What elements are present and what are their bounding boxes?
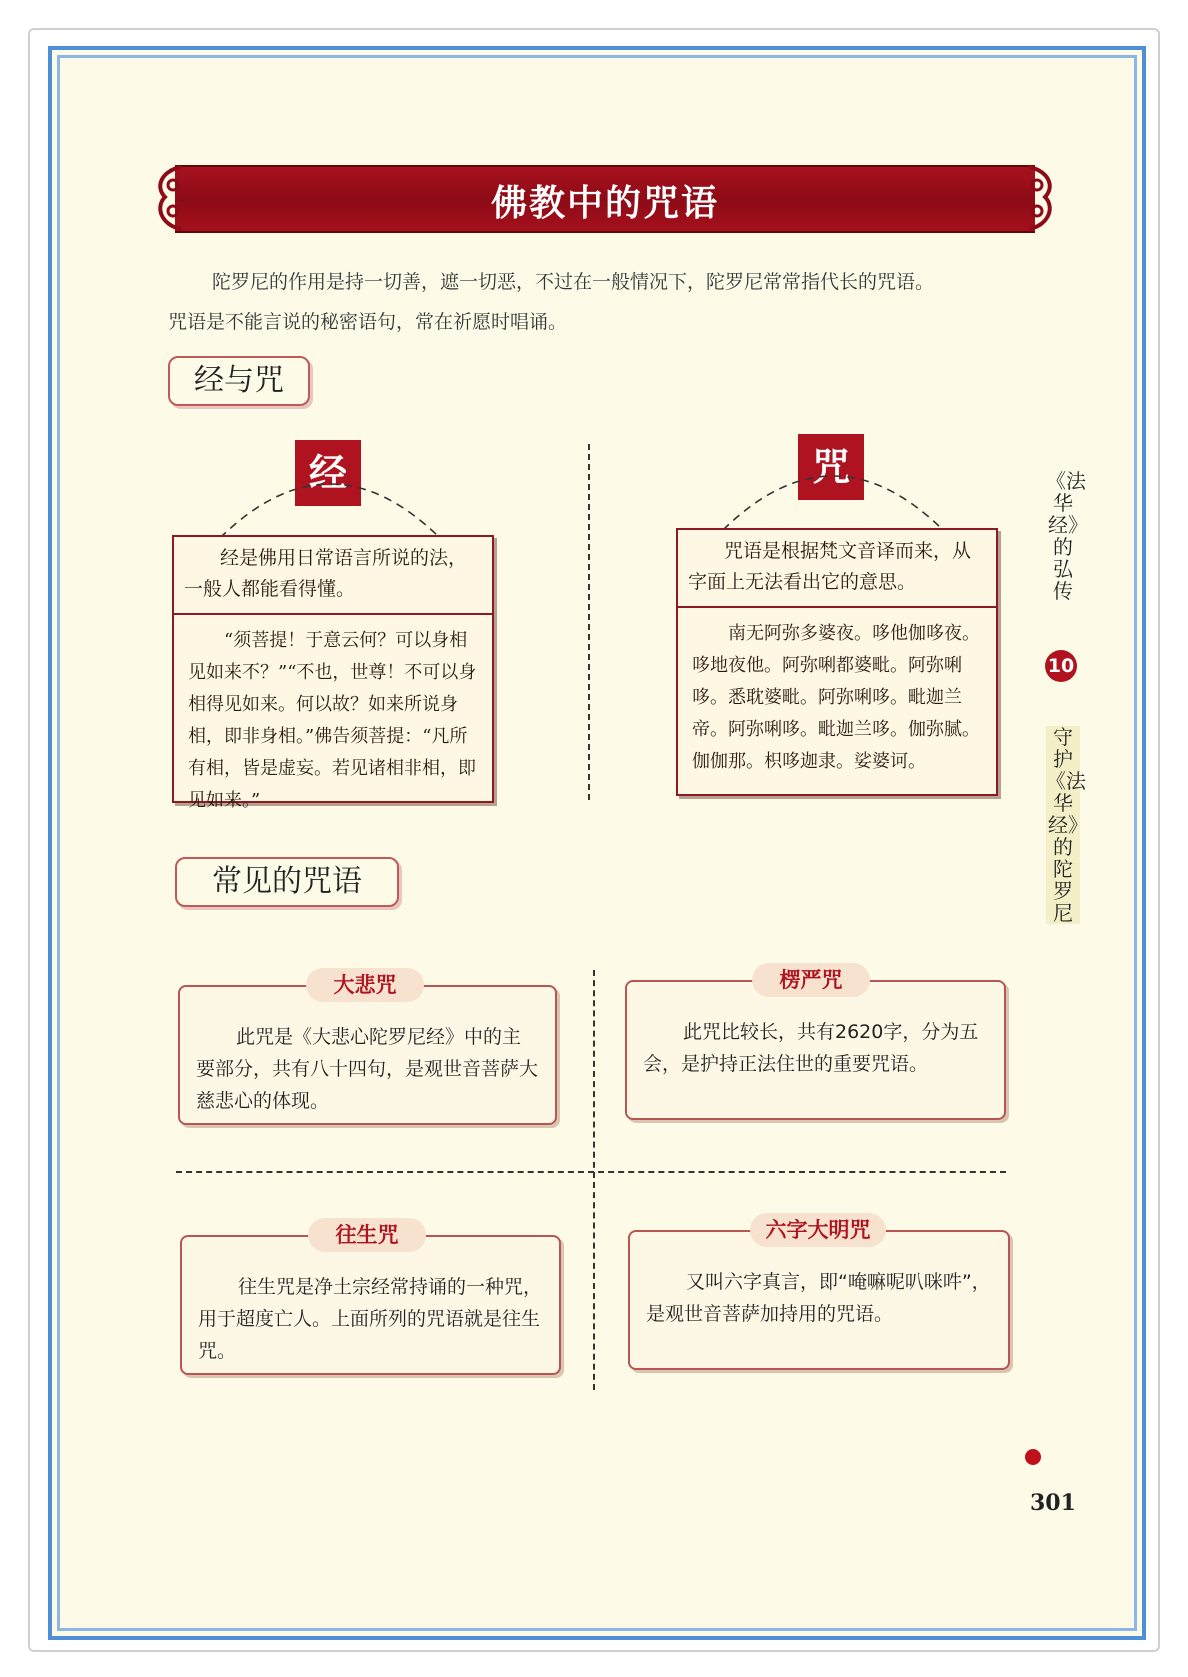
- card-liuzi: [628, 1230, 1010, 1370]
- sidebar-chapter-badge: 10: [1045, 650, 1077, 682]
- jing-char-badge: 经: [295, 440, 361, 506]
- sidebar-chapter-title: 守护《法华经》的陀罗尼: [1046, 725, 1086, 925]
- page-number: 301: [1030, 1490, 1076, 1516]
- intro-paragraph: [168, 262, 1008, 342]
- jing-example: “须菩提！于意云何？可以身相见如来不？”“不也，世尊！不可以身相得见如来。何以故？如来所说身相，即非身相。”佛告须菩提：“凡所有相，皆是虚妄。若见诸相非相，即见如来。”: [188, 630, 477, 811]
- divider-horizontal: [176, 1171, 1006, 1173]
- zhou-definition: 咒语是根据梵文音译而来，从字面上无法看出它的意思。: [678, 530, 996, 608]
- card-wangsheng: [180, 1235, 561, 1375]
- divider-vertical-top: [588, 444, 590, 800]
- section-label-jing-yu-zhou: 经与咒: [168, 356, 310, 406]
- section-label-common-mantras: 常见的咒语: [175, 857, 399, 907]
- card-dabei: [178, 985, 557, 1125]
- intro-line-1: 陀罗尼的作用是持一切善，遮一切恶，不过在一般情况下，陀罗尼常常指代长的咒语。: [212, 271, 935, 293]
- card-liuzi-title: 六字大明咒: [750, 1213, 886, 1247]
- card-dabei-text: 此咒是《大悲心陀罗尼经》中的主要部分，共有八十四句，是观世音菩萨大慈悲心的体现。: [196, 1026, 539, 1112]
- zhou-box: [676, 528, 998, 796]
- jing-box: [172, 535, 494, 811]
- zhou-dashed-arc: [718, 462, 948, 532]
- card-lengyan: [625, 980, 1006, 1120]
- page-title: 佛教中的咒语: [490, 183, 719, 224]
- card-dabei-title: 大悲咒: [306, 968, 424, 1002]
- title-banner: [175, 165, 1035, 233]
- intro-line-2: 咒语是不能言说的秘密语句，常在祈愿时唱诵。: [168, 311, 568, 333]
- card-lengyan-text: 此咒比较长，共有2620字，分为五会，是护持正法住世的重要咒语。: [643, 1021, 979, 1075]
- sidebar-part-title: 《法华经》的弘传: [1046, 469, 1086, 603]
- zhou-char-badge: 咒: [798, 434, 864, 500]
- scroll-right-ornament: [1021, 163, 1059, 233]
- jing-definition: 经是佛用日常语言所说的法，一般人都能看得懂。: [174, 537, 492, 615]
- card-liuzi-text: 又叫六字真言，即“唵嘛呢叭咪吽”，是观世音菩萨加持用的咒语。: [646, 1271, 991, 1325]
- card-wangsheng-text: 往生咒是净土宗经常持诵的一种咒，用于超度亡人。上面所列的咒语就是往生咒。: [198, 1276, 543, 1362]
- zhou-example: 南无阿弥多婆夜。哆他伽哆夜。哆地夜他。阿弥唎都婆毗。阿弥唎哆。悉耽婆毗。阿弥唎哆。毗迦兰帝。阿弥唎哆。毗迦兰哆。伽弥腻。伽伽那。枳哆迦隶。娑婆诃。: [692, 623, 980, 772]
- jing-dashed-arc: [215, 470, 445, 540]
- card-wangsheng-title: 往生咒: [308, 1218, 426, 1252]
- page-dot-ornament: [1025, 1449, 1041, 1465]
- card-lengyan-title: 楞严咒: [752, 963, 870, 997]
- divider-vertical-bottom: [593, 970, 595, 1390]
